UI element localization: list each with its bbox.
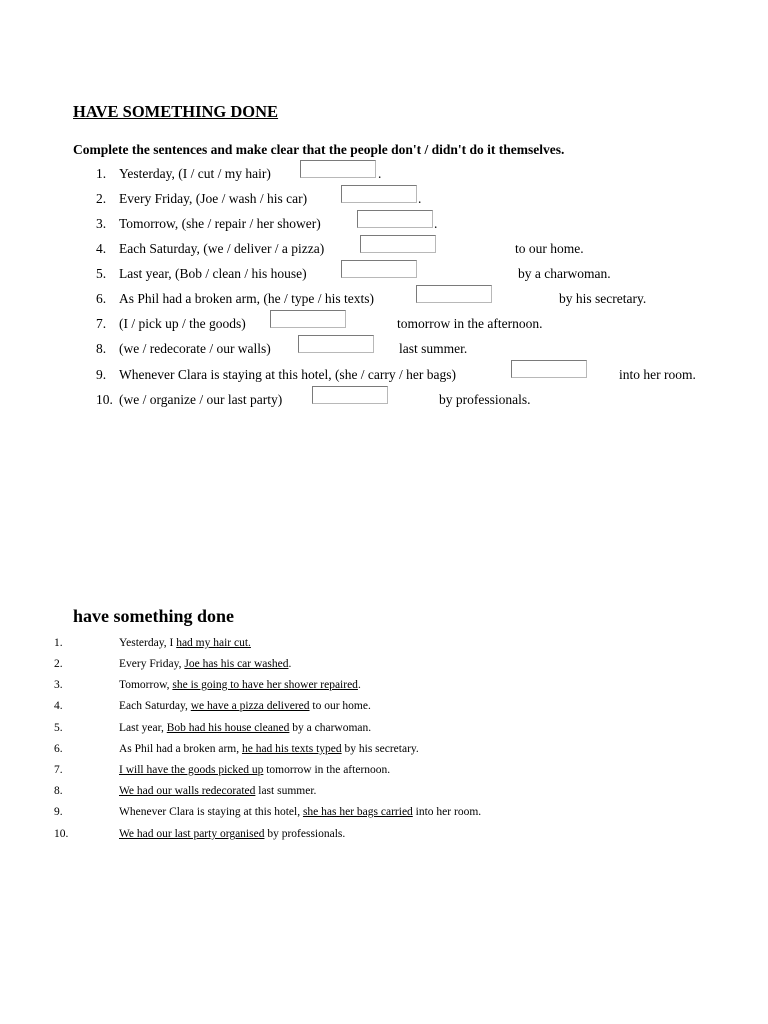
exercise-instruction: Complete the sentences and make clear that the people don't / didn't do it themselves.: [73, 142, 565, 157]
answer-after: .: [288, 658, 292, 670]
answer-input[interactable]: [270, 310, 346, 328]
answer-underlined: we have a pizza delivered: [190, 700, 310, 712]
answer-before: Every Friday,: [119, 658, 185, 670]
question-number: 4.: [96, 241, 107, 256]
answer-before: As Phil had a broken arm,: [119, 743, 242, 755]
question-number: 1.: [96, 166, 107, 181]
answer-underlined: she is going to have her shower repaired: [172, 679, 358, 691]
question-number: 2.: [96, 191, 107, 206]
answer-input[interactable]: [312, 386, 388, 404]
answer-before: Yesterday, I: [119, 637, 177, 649]
answer-after: by his secretary.: [341, 743, 419, 755]
question-after: tomorrow in the afternoon.: [397, 316, 543, 331]
answer-number: 1.: [54, 637, 63, 649]
answer-sentence: [119, 637, 251, 649]
question-prompt: Tomorrow, (she / repair / her shower): [119, 216, 321, 231]
question-number: 10.: [96, 392, 113, 407]
question-prompt: Yesterday, (I / cut / my hair): [119, 166, 271, 181]
answer-after: last summer.: [255, 785, 317, 797]
question-after: .: [434, 216, 438, 231]
question-prompt: (we / redecorate / our walls): [119, 341, 271, 356]
answer-number: 3.: [54, 679, 63, 691]
answer-sentence: [119, 764, 390, 776]
answer-after: into her room.: [412, 806, 482, 818]
answer-before: Each Saturday,: [119, 700, 191, 712]
question-prompt: Whenever Clara is staying at this hotel, (she / carry / her bags): [119, 367, 457, 382]
question-after: by a charwoman.: [518, 266, 611, 281]
answer-number: 2.: [54, 658, 63, 670]
question-after: to our home.: [515, 241, 584, 256]
question-prompt: Each Saturday, (we / deliver / a pizza): [119, 241, 325, 256]
answer-input[interactable]: [416, 285, 492, 303]
question-number: 7.: [96, 316, 107, 331]
answer-input[interactable]: [511, 360, 587, 378]
question-after: last summer.: [399, 341, 468, 356]
answer-number: 8.: [54, 785, 63, 797]
answer-key-title: have something done: [73, 606, 235, 626]
answer-underlined: We had our walls redecorated: [119, 785, 256, 797]
question-prompt: (we / organize / our last party): [119, 392, 283, 407]
answer-sentence: [119, 743, 419, 755]
question-after: into her room.: [619, 367, 696, 382]
question-after: by professionals.: [439, 392, 531, 407]
answer-underlined: Joe has his car washed: [184, 658, 289, 670]
answer-underlined: she has her bags carried: [302, 806, 413, 818]
question-number: 9.: [96, 367, 107, 382]
exercise-title: HAVE SOMETHING DONE: [73, 102, 279, 121]
answer-sentence: [119, 722, 371, 734]
answer-number: 5.: [54, 722, 63, 734]
answer-underlined: he had his texts typed: [241, 743, 342, 755]
answer-input[interactable]: [300, 160, 376, 178]
answer-after: tomorrow in the afternoon.: [263, 764, 391, 776]
answer-before: Tomorrow,: [119, 679, 173, 691]
answer-input[interactable]: [341, 260, 417, 278]
answer-before: Last year,: [119, 722, 167, 734]
answer-after: by professionals.: [264, 828, 346, 840]
answer-after: .: [357, 679, 361, 691]
answer-input[interactable]: [341, 185, 417, 203]
answer-sentence: [119, 806, 481, 818]
answer-underlined: had my hair cut.: [176, 637, 251, 649]
answer-sentence: [119, 679, 361, 691]
question-prompt: Last year, (Bob / clean / his house): [119, 266, 307, 281]
answer-after: to our home.: [309, 700, 371, 712]
answer-number: 9.: [54, 806, 63, 818]
answer-after: by a charwoman.: [289, 722, 372, 734]
answer-input[interactable]: [298, 335, 374, 353]
answer-number: 4.: [54, 700, 63, 712]
answer-input[interactable]: [357, 210, 433, 228]
question-prompt: As Phil had a broken arm, (he / type / his texts): [119, 291, 374, 306]
question-number: 6.: [96, 291, 107, 306]
answer-underlined: I will have the goods picked up: [119, 764, 264, 776]
answer-sentence: [119, 700, 371, 712]
answer-underlined: We had our last party organised: [119, 828, 265, 840]
question-after: .: [378, 166, 382, 181]
question-prompt: (I / pick up / the goods): [119, 316, 246, 331]
answer-input[interactable]: [360, 235, 436, 253]
answer-sentence: [119, 658, 291, 670]
answer-sentence: [119, 785, 316, 797]
answer-sentence: [119, 828, 345, 840]
answer-number: 6.: [54, 743, 63, 755]
question-prompt: Every Friday, (Joe / wash / his car): [119, 191, 308, 206]
question-number: 5.: [96, 266, 107, 281]
question-after: .: [418, 191, 422, 206]
answer-number: 7.: [54, 764, 63, 776]
question-after: by his secretary.: [559, 291, 647, 306]
answer-underlined: Bob had his house cleaned: [166, 722, 290, 734]
answer-number: 10.: [54, 828, 69, 840]
answer-before: Whenever Clara is staying at this hotel,: [119, 806, 303, 818]
question-number: 3.: [96, 216, 107, 231]
question-number: 8.: [96, 341, 107, 356]
